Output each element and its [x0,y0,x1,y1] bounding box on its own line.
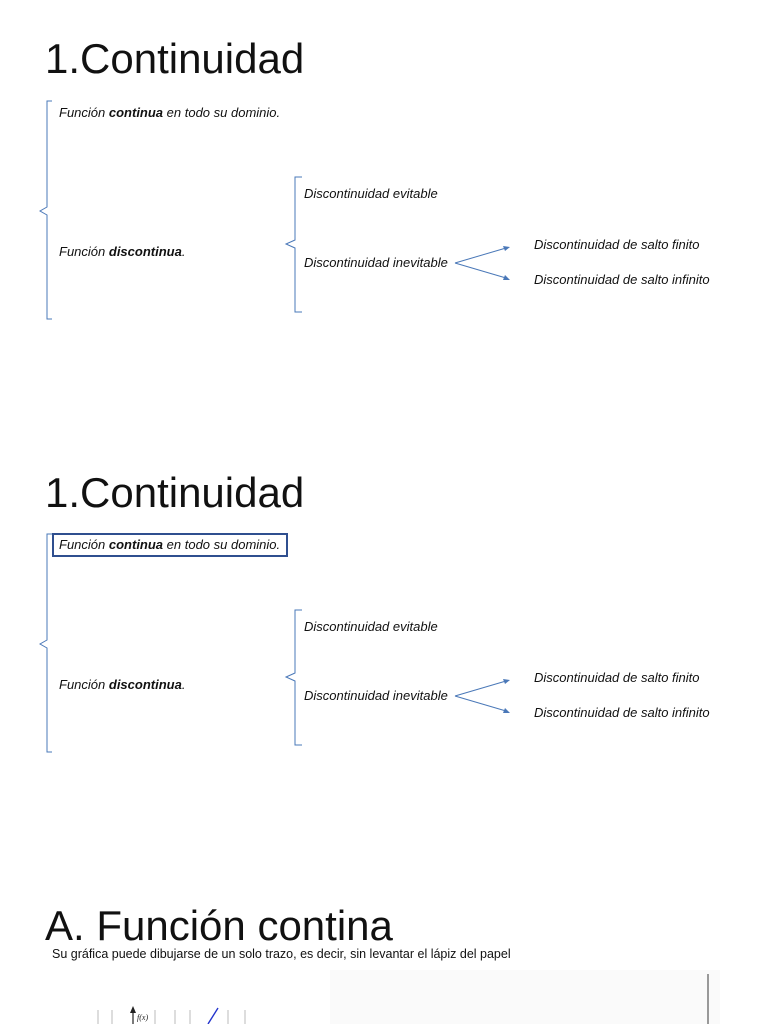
slide-2-continua-text-highlighted [52,533,288,557]
continua-bold: continua [108,105,164,120]
slide-1-inevitable: Discontinuidad inevitable [304,255,448,270]
arrow-to-salto-infinito [455,263,506,278]
slide-1-title: 1.Continuidad [45,35,305,82]
continua-suffix: en todo su dominio. [163,537,281,552]
slide-3-title: A. Función contina [45,902,393,949]
arrowhead-infinito [503,708,510,713]
arrow-to-salto-infinito [455,696,506,711]
slide-2-discontinua-text [59,677,185,692]
arrowhead-infinito [503,275,510,280]
discontinua-bold: discontinua [108,677,182,692]
slide-2-inevitable: Discontinuidad inevitable [304,688,448,703]
discontinua-suffix: . [181,677,186,692]
discontinua-suffix: . [181,244,186,259]
arrow-to-salto-finito [455,248,506,263]
slide-1-continua-text [59,105,280,120]
slide-1-evitable: Discontinuidad evitable [304,186,438,201]
arrowhead-finito [503,679,510,684]
slide-1-salto-finito: Discontinuidad de salto finito [534,237,700,252]
function-curve [208,1008,218,1024]
continua-prefix: Función [59,537,109,552]
slide-2-salto-infinito: Discontinuidad de salto infinito [534,705,710,720]
slide-1-salto-infinito: Discontinuidad de salto infinito [534,272,710,287]
discontinua-bracket [286,610,302,745]
main-bracket [40,101,52,319]
continua-bold: continua [108,537,164,552]
graph-image-area [330,970,720,1024]
slide-3-graph-partial [0,970,768,1024]
discontinua-bracket [286,177,302,312]
slide-1-diagram-lines [0,95,768,335]
slide-2-salto-finito: Discontinuidad de salto finito [534,670,700,685]
slide-2-diagram-lines [0,528,768,768]
main-bracket [40,534,52,752]
continua-prefix: Función [59,105,109,120]
slide-3-subtitle: Su gráfica puede dibujarse de un solo trazo, es decir, sin levantar el lápiz del papel [52,947,511,961]
slide-1-discontinua-text [59,244,185,259]
slide-2-title: 1.Continuidad [45,469,305,516]
graph-fx-label: f(x) [137,1013,149,1022]
slide-2-evitable: Discontinuidad evitable [304,619,438,634]
arrow-to-salto-finito [455,681,506,696]
y-axis-arrowhead [130,1006,136,1013]
discontinua-prefix: Función [59,677,109,692]
continua-suffix: en todo su dominio. [163,105,281,120]
discontinua-prefix: Función [59,244,109,259]
discontinua-bold: discontinua [108,244,182,259]
arrowhead-finito [503,246,510,251]
